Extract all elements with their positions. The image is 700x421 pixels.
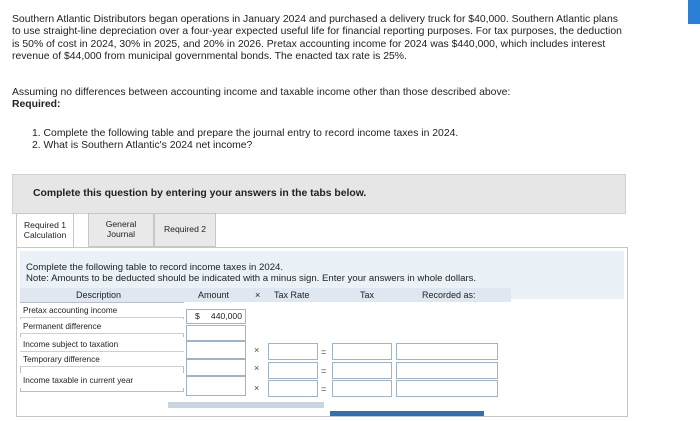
row-label-permanent: Permanent difference: [20, 319, 184, 334]
requirements-list: [32, 128, 458, 153]
tab-label-line1: Required 2: [163, 224, 207, 235]
total-bar: [168, 402, 324, 408]
intro-line: revenue of $44,000 from municipal governmental bonds. The enacted tax rate is 25%.: [12, 51, 407, 63]
requirement-item: 1. Complete the following table and prepare the journal entry to record income taxes in 2024.: [32, 128, 459, 139]
tax-amount-input[interactable]: [332, 362, 392, 379]
amount-value: 440,000: [210, 311, 242, 321]
intro-line: is 50% of cost in 2024, 30% in 2025, and 20% in 2026. Pretax accounting income for 2024 was $440,000, which includes interest: [12, 38, 606, 50]
intro-line: Southern Atlantic Distributors began operations in January 2024 and purchased a delivery truck for $40,000. Southern Atlantic plans: [12, 14, 618, 25]
tab-label-line1: Required 1: [23, 219, 67, 230]
tax-amount-input[interactable]: [332, 380, 392, 397]
recorded-as-input[interactable]: [396, 343, 498, 360]
header-tax-rate: Tax Rate: [274, 290, 310, 300]
multiply-sign: ×: [254, 383, 260, 393]
problem-statement: [12, 14, 682, 64]
recorded-as-input[interactable]: [396, 362, 498, 379]
tax-rate-input[interactable]: [268, 380, 318, 397]
row-label-pretax: Pretax accounting income: [20, 303, 184, 318]
multiply-sign: ×: [254, 363, 260, 373]
recorded-as-input[interactable]: [396, 380, 498, 397]
header-multiply: ×: [255, 290, 261, 300]
amount-input-permanent[interactable]: [186, 325, 246, 341]
amount-input-income-subject[interactable]: [186, 341, 246, 359]
tab-label-line2: Calculation: [23, 229, 67, 240]
header-amount: Amount: [198, 290, 230, 300]
intro-line: to use straight-line depreciation over a four-year expected useful life for financial reporting purposes. For tax purposes, the deduction: [12, 26, 622, 38]
instructions-note: Note: Amounts to be deducted should be indicated with a minus sign. Enter your answers in whole dollars.: [26, 273, 477, 284]
tab-general-journal[interactable]: [88, 213, 154, 247]
assumption-text: Assuming no differences between accounting income and taxable income other than those described above:: [12, 87, 511, 98]
tab-label-line1: General: [105, 219, 137, 230]
amount-input-pretax[interactable]: [186, 309, 246, 324]
row-label-taxable-current: Income taxable in current year: [20, 373, 184, 388]
tax-rate-input[interactable]: [268, 362, 318, 379]
equals-sign: =: [321, 347, 327, 357]
header-description: Description: [76, 290, 122, 300]
table-header: [20, 288, 511, 302]
requirement-item: 2. What is Southern Atlantic's 2024 net income?: [32, 140, 253, 152]
multiply-sign: ×: [254, 345, 260, 355]
amount-input-taxable-current[interactable]: [186, 376, 246, 396]
corner-accent: [688, 0, 700, 24]
currency-symbol: $: [195, 311, 200, 321]
row-label-temporary: Temporary difference: [20, 352, 184, 367]
question-banner-text: Complete this question by entering your answers in the tabs below.: [33, 188, 367, 199]
total-underline: [330, 411, 484, 416]
tab-required-2[interactable]: [154, 213, 216, 247]
tab-label-line2: Journal: [106, 229, 136, 239]
instructions-line1: Complete the following table to record income taxes in 2024.: [26, 262, 284, 273]
row-label-income-subject: Income subject to taxation: [20, 337, 184, 352]
tax-amount-input[interactable]: [332, 343, 392, 360]
equals-sign: =: [321, 366, 327, 376]
header-recorded-as: Recorded as:: [422, 290, 476, 300]
equals-sign: =: [321, 384, 327, 394]
amount-input-temporary[interactable]: [186, 359, 246, 376]
tab-required-1-calculation[interactable]: [16, 213, 74, 247]
question-banner: [12, 174, 626, 214]
required-label: Required:: [12, 99, 61, 111]
tax-rate-input[interactable]: [268, 343, 318, 360]
header-tax: Tax: [360, 290, 375, 300]
assumption-block: [12, 87, 510, 112]
